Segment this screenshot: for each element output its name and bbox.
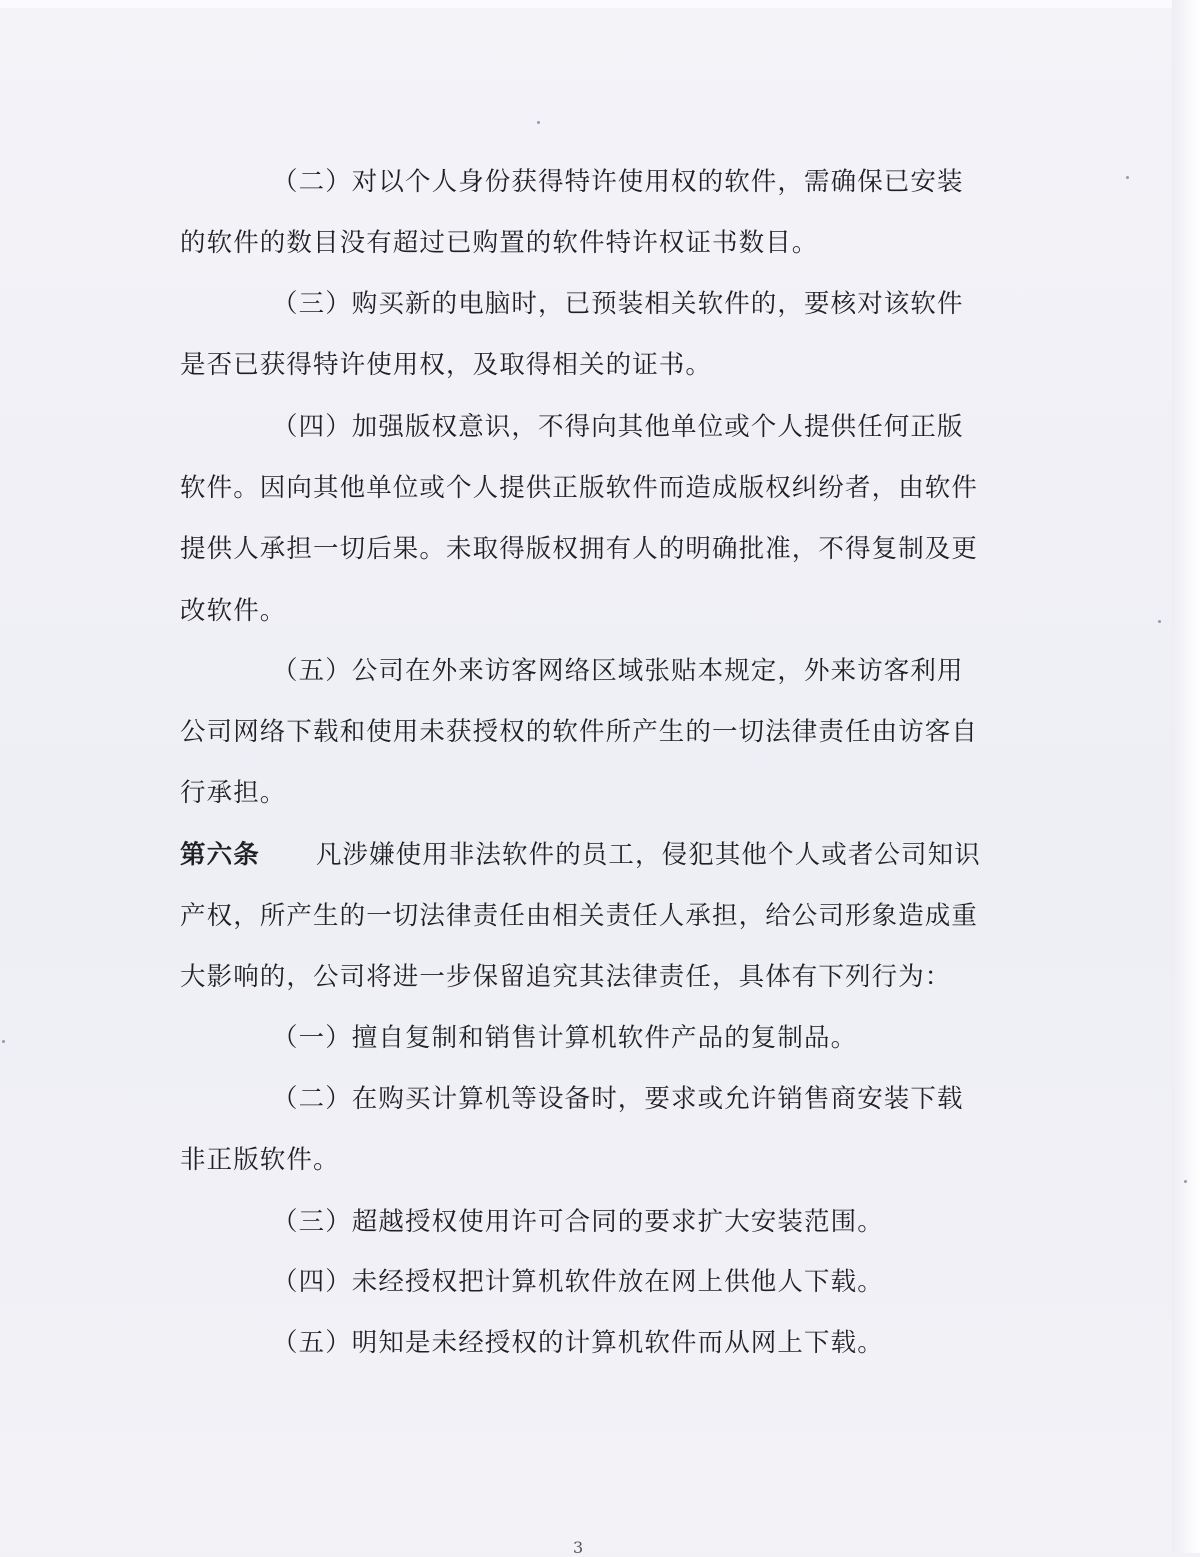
scan-speck [1158, 620, 1161, 623]
list-item: （五）明知是未经授权的计算机软件而从网上下载。 [272, 1328, 884, 1358]
scan-edge-right [1172, 0, 1200, 1553]
list-item: （四）未经授权把计算机软件放在网上供他人下载。 [272, 1267, 884, 1297]
scan-speck [537, 121, 540, 124]
paragraph: （三）购买新的电脑时，已预装相关软件的，要核对该软件是否已获得特许使用权，及取得相关的证书。 [180, 289, 964, 381]
scan-speck [1126, 176, 1129, 179]
article-six-paragraph [180, 825, 990, 1009]
paragraph: （二）对以个人身份获得特许使用权的软件，需确保已安装的软件的数目没有超过已购置的软件特许权证书数目。 [180, 167, 964, 259]
scan-speck [2, 1040, 5, 1043]
list-item: （二）在购买计算机等设备时，要求或允许销售商安装下载非正版软件。 [180, 1084, 964, 1176]
paragraph: （四）加强版权意识，不得向其他单位或个人提供任何正版软件。因向其他单位或个人提供正版软件而造成版权纠纷者，由软件提供人承担一切后果。未取得版权拥有人的明确批准，不得复制及更改软件。 [180, 412, 979, 626]
article-body: 凡涉嫌使用非法软件的员工，侵犯其他个人或者公司知识产权，所产生的一切法律责任由相关责任人承担，给公司形象造成重大影响的，公司将进一步保留追究其法律责任，具体有下列行为： [180, 840, 981, 993]
list-item: （一）擅自复制和销售计算机软件产品的复制品。 [272, 1023, 858, 1053]
paragraph: （五）公司在外来访客网络区域张贴本规定，外来访客利用公司网络下载和使用未获授权的软件所产生的一切法律责任由访客自行承担。 [180, 656, 979, 809]
page-number: 3 [573, 1538, 584, 1557]
scan-speck [1184, 1180, 1187, 1183]
scan-edge-top [0, 0, 1200, 8]
article-heading: 第六条 [180, 840, 260, 870]
list-item: （三）超越授权使用许可合同的要求扩大安装范围。 [272, 1207, 884, 1237]
